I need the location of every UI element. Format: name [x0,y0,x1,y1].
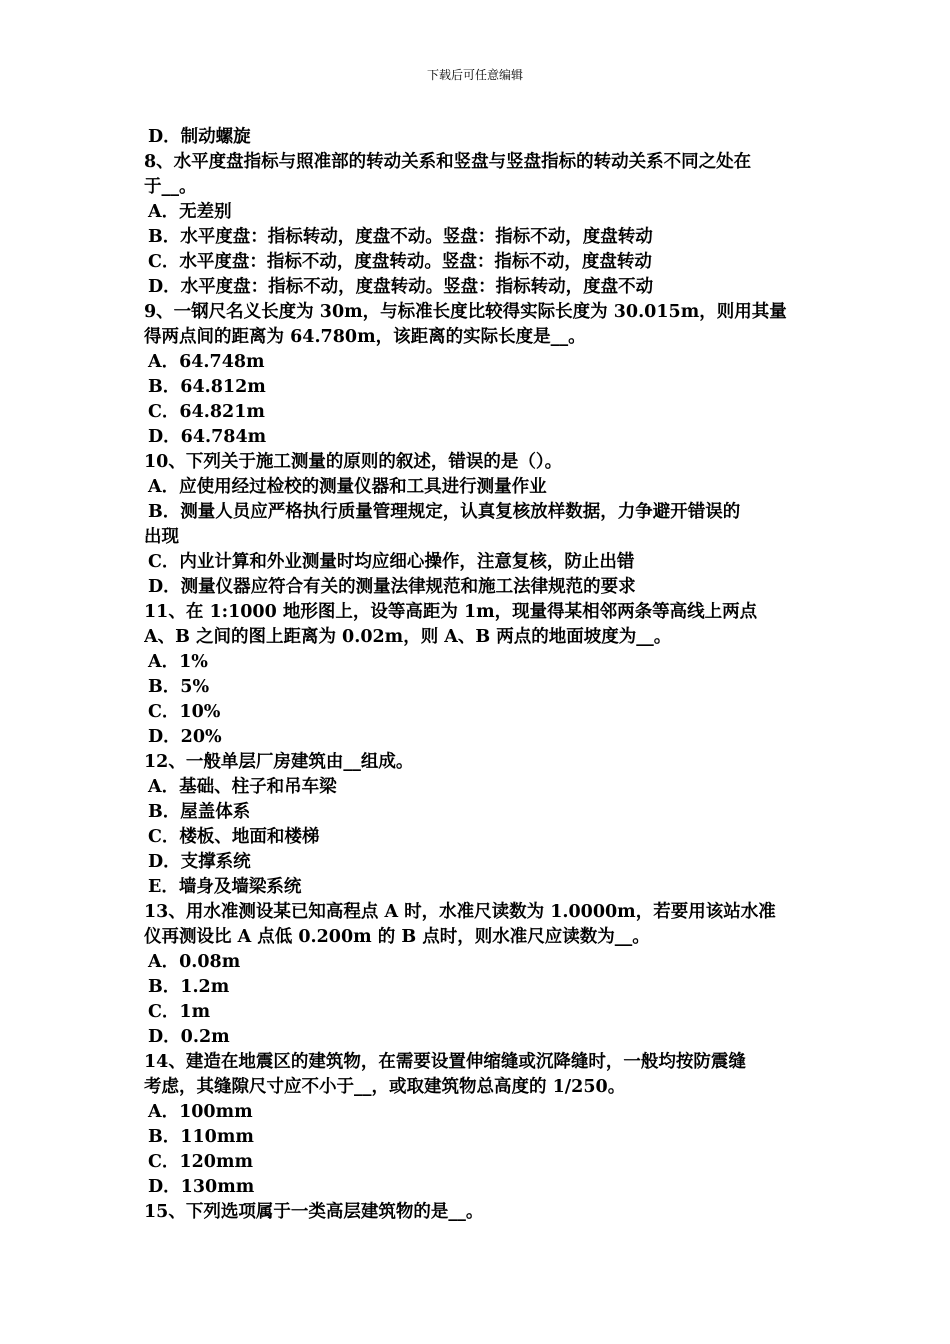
answer-option: B．110mm [148,1127,254,1147]
question-text: 10、下列关于施工测量的原则的叙述，错误的是（）。 [144,452,563,472]
answer-option: B．屋盖体系 [148,802,251,822]
answer-option: C．楼板、地面和楼梯 [148,827,320,847]
question-text: 得两点间的距离为 64.780m，该距离的实际长度是__。 [144,327,586,347]
question-text: 15、下列选项属于一类高层建筑物的是__。 [144,1202,484,1222]
question-text: 13、用水准测设某已知高程点 A 时，水准尺读数为 1.0000m，若要用该站水准 [144,902,776,922]
answer-option: A．无差别 [148,202,232,222]
answer-option: D．测量仪器应符合有关的测量法律规范和施工法律规范的要求 [148,577,636,597]
answer-option: B．水平度盘：指标转动，度盘不动。竖盘：指标不动，度盘转动 [148,227,653,247]
answer-option: A．1% [148,652,208,672]
question-text: 14、建造在地震区的建筑物，在需要设置伸缩缝或沉降缝时，一般均按防震缝 [144,1052,746,1072]
answer-option: C．内业计算和外业测量时均应细心操作，注意复核，防止出错 [148,552,635,572]
document-body [144,125,808,1225]
answer-option: D．20% [148,727,222,747]
answer-option: A．64.748m [148,352,265,372]
answer-option: B．测量人员应严格执行质量管理规定，认真复核放样数据，力争避开错误的 [148,502,741,522]
answer-option: E．墙身及墙梁系统 [148,877,302,897]
answer-option: D．130mm [148,1177,255,1197]
question-text: 于__。 [144,177,197,197]
answer-option: A．应使用经过检校的测量仪器和工具进行测量作业 [148,477,547,497]
question-text: A、B 之间的图上距离为 0.02m，则 A、B 两点的地面坡度为__。 [144,627,672,647]
question-text: 8、水平度盘指标与照准部的转动关系和竖盘与竖盘指标的转动关系不同之处在 [144,152,752,172]
question-text: 12、一般单层厂房建筑由__组成。 [144,752,414,772]
answer-option: A．0.08m [148,952,241,972]
answer-option: D．64.784m [148,427,267,447]
answer-option: C．1m [148,1002,211,1022]
answer-option: D．0.2m [148,1027,230,1047]
answer-option: A．基础、柱子和吊车梁 [148,777,337,797]
question-text: 考虑，其缝隙尺寸应不小于__，或取建筑物总高度的 1/250。 [144,1077,626,1097]
answer-option: A．100mm [148,1102,253,1122]
answer-option: C．水平度盘：指标不动，度盘转动。竖盘：指标不动，度盘转动 [148,252,652,272]
answer-option: C．120mm [148,1152,253,1172]
question-text: 11、在 1:1000 地形图上，设等高距为 1m，现量得某相邻两条等高线上两点 [144,602,758,622]
answer-option: C．10% [148,702,221,722]
answer-option: D．支撑系统 [148,852,251,872]
answer-option: B．1.2m [148,977,230,997]
answer-option: D．水平度盘：指标不动，度盘转动。竖盘：指标转动，度盘不动 [148,277,654,297]
answer-option: D．制动螺旋 [148,127,251,147]
question-text: 9、一钢尺名义长度为 30m，与标准长度比较得实际长度为 30.015m，则用其量 [144,302,787,322]
answer-option: B．64.812m [148,377,266,397]
answer-option: C．64.821m [148,402,265,422]
question-text: 仪再测设比 A 点低 0.200m 的 B 点时，则水准尺应读数为__。 [144,927,650,947]
question-text: 出现 [144,527,179,547]
page-header: 下载后可任意编辑 [426,68,523,82]
answer-option: B．5% [148,677,210,697]
